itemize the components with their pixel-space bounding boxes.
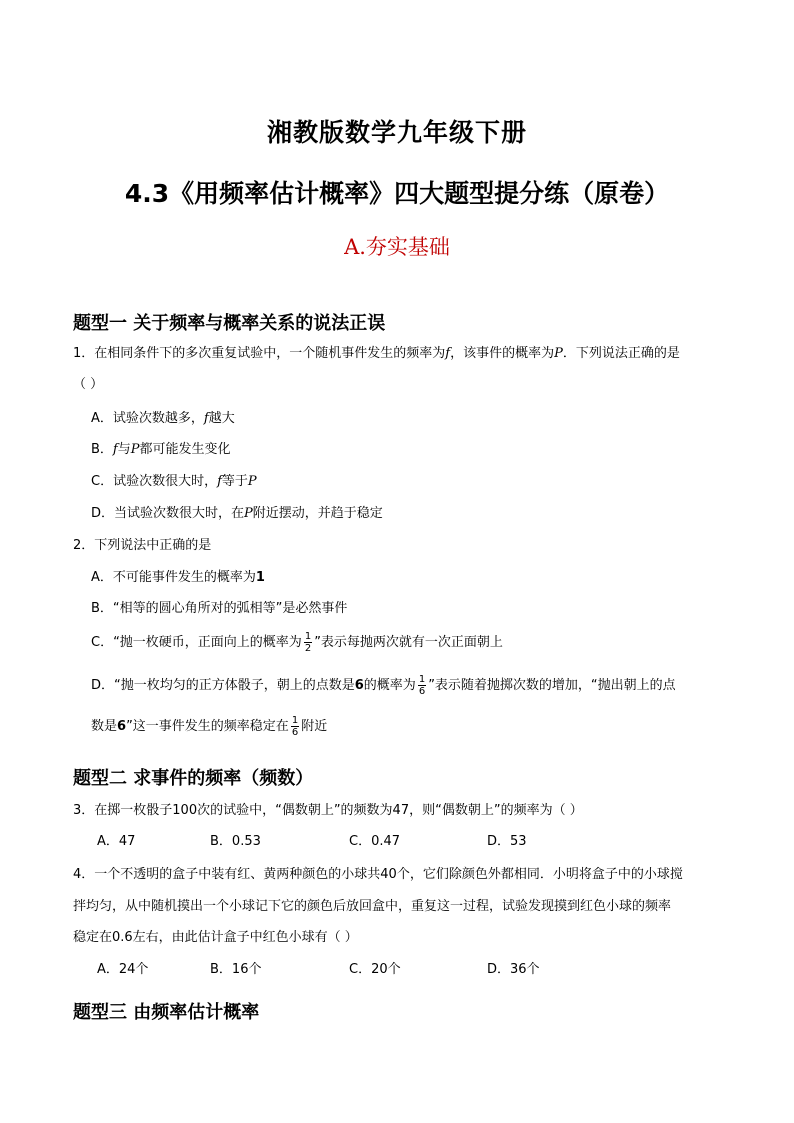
q1-optC-var-f: f [217, 474, 222, 489]
q2-optD-text-f: 附近 [301, 719, 328, 734]
q1-optA-text-b: 越大 [208, 411, 235, 426]
q1-optC-var-p: P [247, 474, 257, 489]
question-1-option-d [91, 506, 383, 522]
question-4-line-2: 拌均匀，从中随机摸出一个小球记下它的颜色后放回盒中，重复这一过程，试验发现摸到红色小球的频率 [73, 899, 672, 914]
question-3-option-a: A．47 [97, 834, 136, 849]
q1-optD-text-b: 附近摆动，并趋于稳定 [252, 506, 383, 521]
q2-optC-text: C．“抛一枚硬币，正面向上的概率为 [91, 635, 302, 650]
question-4-option-c: C．20个 [349, 962, 401, 977]
q1-optA-text: A．试验次数越多， [91, 411, 204, 426]
question-3-option-c: C．0.47 [349, 834, 401, 849]
fraction-one-half [304, 631, 312, 654]
question-2-option-b: B．“相等的圆心角所对的弧相等”是必然事件 [91, 601, 348, 616]
question-2-option-d-line1 [91, 674, 676, 697]
q1-optB-text: 与 [117, 442, 131, 457]
question-2-option-a [91, 570, 265, 586]
section-heading-1: 题型一 关于频率与概率关系的说法正误 [73, 313, 386, 334]
q1-optC-text-b: 等于 [221, 474, 248, 489]
q1-optD-text: D．当试验次数很大时，在 [91, 506, 245, 521]
question-4-line-3: 稳定在0.6左右，由此估计盒子中红色小球有（ ） [73, 930, 358, 945]
document-title: 湘教版数学九年级下册 [266, 118, 527, 147]
q1-optD-var-p: P [244, 506, 253, 521]
frac-num: 1 [304, 631, 312, 642]
lesson-title: 4.3《用频率估计概率》四大题型提分练（原卷） [124, 179, 670, 208]
question-4-option-d: D．36个 [487, 962, 540, 977]
q2-optD-text-e: ”这一事件发生的频率稳定在 [126, 719, 289, 734]
q2-optD-text-b: 的概率为 [363, 678, 416, 693]
q2-optD-text-d: 数是 [91, 719, 118, 734]
frac-den: 6 [291, 727, 299, 738]
fraction-one-sixth-2 [291, 715, 299, 738]
question-3-stem: 3．在掷一枚骰子100次的试验中，“偶数朝上”的频数为47，则“偶数朝上”的频率为（ ） [73, 803, 583, 818]
question-2-option-d-line2 [91, 715, 327, 738]
q1-optB-label: B． [91, 442, 113, 457]
question-4-option-b: B．16个 [210, 962, 262, 977]
question-1-option-b [91, 442, 231, 458]
q2-optD-text-c: ”表示随着抛掷次数的增加，“抛出朝上的点 [428, 678, 676, 693]
question-3-option-d: D．53 [487, 834, 527, 849]
q1-text-a: 1．在相同条件下的多次重复试验中，一个随机事件发生的频率为 [73, 346, 446, 361]
q1-var-p: P [554, 346, 563, 361]
question-1-bracket: （ ） [73, 377, 104, 392]
question-4-line-1: 4．一个不透明的盒子中装有红、黄两种颜色的小球共40个，它们除颜色外都相同．小明将盒子中的小球搅 [73, 867, 683, 882]
q2-optA-text: A．不可能事件发生的概率为 [91, 570, 256, 585]
q2-optD-six2: 6 [117, 719, 127, 734]
frac-den: 2 [304, 643, 312, 654]
frac-num: 1 [418, 674, 426, 685]
question-1-option-c [91, 474, 257, 490]
frac-num: 1 [291, 715, 299, 726]
fraction-one-sixth [418, 674, 426, 697]
question-4-option-a: A．24个 [97, 962, 149, 977]
q2-optD-text: D．“抛一枚均匀的正方体骰子，朝上的点数是 [91, 678, 355, 693]
question-1-stem [73, 346, 680, 362]
question-3-option-b: B．0.53 [210, 834, 261, 849]
level-subtitle: A.夯实基础 [344, 235, 450, 259]
q1-optB-var-f: f [112, 442, 118, 457]
q1-text-b: ，该事件的概率为 [450, 346, 555, 361]
q1-optB-text-c: 都可能发生变化 [139, 442, 231, 457]
q1-optC-text: C．试验次数很大时， [91, 474, 218, 489]
q2-optA-value: 1 [255, 570, 265, 585]
question-1-option-a [91, 411, 235, 427]
q1-var-f: f [445, 346, 451, 361]
frac-den: 6 [418, 686, 426, 697]
q2-optD-six: 6 [354, 678, 364, 693]
q1-optB-var-p: P [130, 442, 140, 457]
q1-text-c: ．下列说法正确的是 [562, 346, 680, 361]
q1-optA-var: f [203, 411, 209, 426]
q2-optC-text-b: ”表示每抛两次就有一次正面朝上 [314, 635, 503, 650]
section-heading-2: 题型二 求事件的频率（频数） [73, 768, 314, 789]
question-2-stem: 2．下列说法中正确的是 [73, 538, 212, 553]
question-2-option-c [91, 631, 503, 654]
section-heading-3: 题型三 由频率估计概率 [73, 1002, 260, 1023]
